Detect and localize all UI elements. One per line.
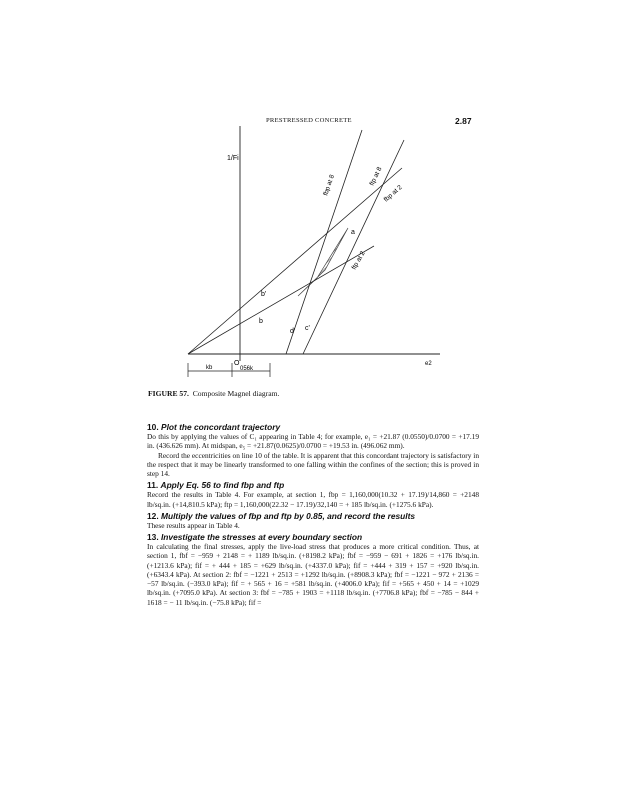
section-title: Multiply the values of fbp and ftp by 0.85, and record the results (160, 510, 416, 521)
paragraph: In calculating the final stresses, apply the live-load stress that produces a more critical condition. Thus, at section 1, fbf = −959 + 2148 = + 1189 lb/sq.in. (+8198.2 kPa); fbf = −959 − 691 + 1826 = +176 lb/sq.in. (+1213.6 kPa); fif = + 444 + 185 = +629 lb/sq.in. (+4337.0 kPa); fif = +444 + 319 + 157 = +920 lb/sq.in. (+6343.4 kPa). At section 2: fbf = −1221 + 2513 = +1292 lb/sq.in. (+8908.3 kPa); fbf = −1221 − 972 + 2136 = −57 lb/sq.in. (−393.0 kPa); fif = + 565 + 16 = +581 lb/sq.in. (+4006.0 kPa); fif = +565 + 450 + 14 = +1029 lb/sq.in. (+7095.0 kPa). At section 3: fbf = −785 + 1903 = +1118 lb/sq.in. (+7706.8 kPa); fbf = −785 − 844 + 1618 = − 11 lb/sq.in. (−75.8 kPa); fif = (147, 542, 479, 607)
line-ftp-at-2 (188, 246, 374, 354)
point-d-label: d' (290, 328, 296, 335)
origin-label: O (234, 360, 240, 367)
running-title: PRESTRESSED CONCRETE (266, 117, 352, 124)
section-number: 10. (147, 422, 159, 432)
line-fbp-at-2 (188, 165, 402, 354)
label-ftp-at-8: ftp at 8 (368, 165, 384, 187)
label-fbp-at-2: fbp at 2 (382, 183, 404, 204)
magnel-diagram (140, 118, 480, 386)
page-number: 2.87 (455, 116, 472, 126)
section-number: 13. (147, 532, 159, 542)
figure-caption-label: FIGURE 57. (148, 389, 189, 398)
label-fbp-at-8: fbp at 8 (322, 173, 336, 197)
paragraph: Record the eccentricities on line 10 of the table. It is apparent that this concordant trajectory is satisfactory in the respect that it may be linearly transformed to one falling within the confines of the section; this is proved in step 14. (147, 450, 479, 478)
section-heading-13 (147, 532, 479, 542)
section-number: 11. (147, 480, 159, 491)
section-title: Apply Eq. 56 to find fbp and ftp (160, 480, 285, 491)
point-b-label: b (259, 318, 263, 325)
label-ftp-at-2: ftp at 2 (350, 250, 367, 271)
point-a-label: a (351, 229, 355, 236)
y-axis-label: 1/Fi (227, 155, 239, 162)
figure-caption (148, 389, 279, 398)
section-title: Plot the concordant trajectory (160, 422, 281, 432)
paragraph: Do this by applying the values of C₁ appearing in Table 4; for example, e₁ = +21.87 (0.0550)/0.0700 = +17.19 in. (436.626 mm). At midspan, e₅ = +21.87(0.0625)/0.0700 = +19.53 in. (496.062 mm). (147, 432, 479, 451)
x-axis-label: e2 (425, 361, 432, 367)
paragraph: These results appear in Table 4. (147, 520, 240, 530)
body-text (147, 420, 479, 607)
line-ftp-at-8 (303, 140, 404, 354)
offset-label: 056k (240, 366, 254, 372)
kb-label: kb (206, 365, 213, 371)
paragraph: Record the results in Table 4. For example, at section 1, fbp = 1,160,000(10.32 + 17.19)/14,860 = +2148 lb/sq.in. (+14,810.5 kPa); ftp = 1,160,000(22.32 − 17.19)/32,140 = + 185 lb/sq.in. (+1275.6 kPa). (147, 490, 479, 509)
line-fbp-at-8 (286, 130, 362, 354)
section-heading-11 (147, 480, 479, 490)
figure-caption-text: Composite Magnel diagram. (192, 389, 280, 398)
point-b-prime-label: b' (261, 291, 267, 298)
point-c-label: c' (305, 325, 310, 332)
section-number: 12. (147, 510, 159, 521)
section-title: Investigate the stresses at every boundary section (160, 532, 363, 542)
section-heading-12 (147, 511, 479, 521)
section-heading-10 (147, 422, 479, 432)
